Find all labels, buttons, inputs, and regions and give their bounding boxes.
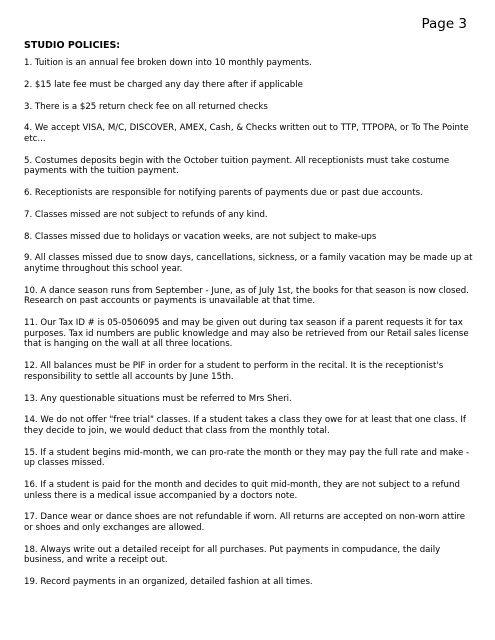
policy-item: 14. We do not offer "free trial" classes. If a student takes a class they owe for at least that one class. If they decide to join, we would deduct that class from the monthly total. <box>24 415 466 436</box>
policy-item: 10. A dance season runs from September - June, as of July 1st, the books for that season is now closed. Research on past accounts or payments is unavailable at that time. <box>24 285 469 307</box>
policy-item: 15. If a student begins mid-month, we can pro-rate the month or they may pay the full rate and make -up classes missed. <box>24 447 470 469</box>
policy-item: 5. Costumes deposits begin with the October tuition payment. All receptionists must take costume payments with the tuition payment. <box>24 155 450 177</box>
policy-item: 9. All classes missed due to snow days, cancellations, sickness, or a family vacation may be made up at anytime throughout this school year. <box>24 253 473 275</box>
policy-item: 8. Classes missed due to holidays or vacation weeks, are not subject to make-ups <box>24 231 377 242</box>
policy-item: 2. $15 late fee must be charged any day there after if applicable <box>24 79 303 90</box>
policy-item: 4. We accept VISA, M/C, DISCOVER, AMEX, Cash, & Checks written out to TTP, TTPOPA, or To The Pointe etc... <box>24 123 469 144</box>
policy-item: 3. There is a $25 return check fee on all returned checks <box>24 101 268 112</box>
policy-item: 12. All balances must be PIF in order for a student to perform in the recital. It is the receptionist's responsibility to settle all accounts by June 15th. <box>24 361 444 382</box>
policy-item: 19. Record payments in an organized, detailed fashion at all times. <box>24 577 313 588</box>
policy-item: 6. Receptionists are responsible for notifying parents of payments due or past due accounts. <box>24 188 423 199</box>
policy-item: 13. Any questionable situations must be referred to Mrs Sheri. <box>24 393 292 404</box>
policy-item: 16. If a student is paid for the month and decides to quit mid-month, they are not subject to a refund unless there is a medical issue accompanied by a doctors note. <box>24 480 460 501</box>
policy-list <box>24 58 474 599</box>
page-title: STUDIO POLICIES: <box>24 40 121 51</box>
policy-item: 1. Tuition is an annual fee broken down into 10 monthly payments. <box>24 58 312 68</box>
policy-item: 17. Dance wear or dance shoes are not refundable if worn. All returns are accepted on non-worn attire or shoes and only exchanges are allowed. <box>24 512 466 534</box>
policy-item: 18. Always write out a detailed receipt for all purchases. Put payments in compudance, the daily business, and write a receipt out. <box>24 544 441 566</box>
policy-item: 7. Classes missed are not subject to refunds of any kind. <box>24 209 268 220</box>
policy-item: 11. Our Tax ID # is 05-0506095 and may be given out during tax season if a parent requests it for tax purposes. Tax id numbers are public knowledge and may also be retrieved from our Retail sales license that is hanging on the wall at all three locations. <box>24 318 469 350</box>
page-number: Page 3 <box>421 16 467 32</box>
